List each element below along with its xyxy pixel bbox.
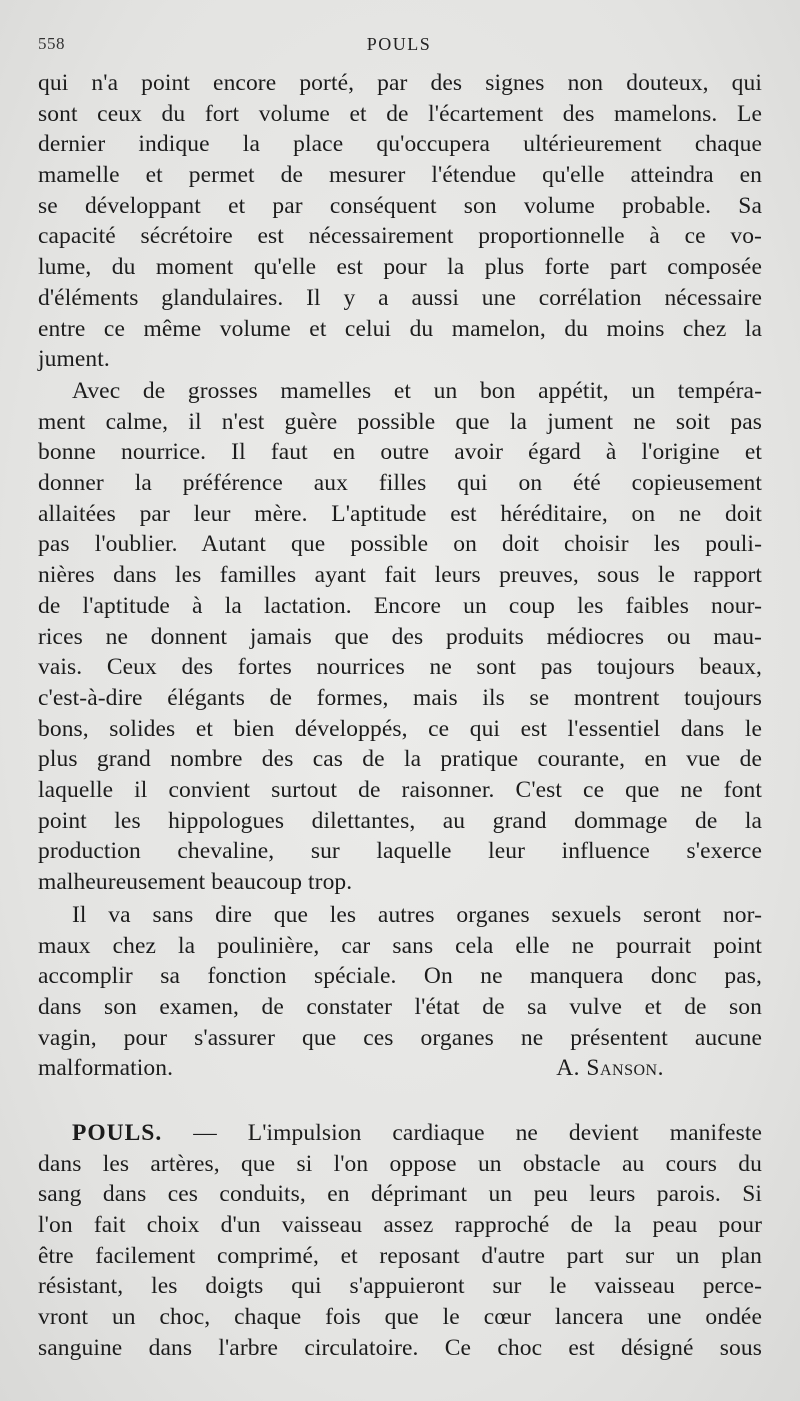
- text-line: Avec de grosses mamelles et un bon appétit, un tempéra-: [72, 378, 762, 404]
- text-line: bonne nourrice. Il faut en outre avoir égard à l'origine et: [38, 439, 762, 466]
- paragraph-nourrice: [38, 376, 762, 898]
- text-line: c'est-à-dire élégants de formes, mais ils se montrent toujours: [38, 684, 762, 711]
- entry-pouls: [38, 1118, 762, 1364]
- signature-line: [38, 1053, 762, 1084]
- text-line: se développant et par conséquent son volume probable. Sa: [38, 192, 762, 219]
- text-line: sanguine dans l'arbre circulatoire. Ce choc est désigné sous: [38, 1334, 762, 1361]
- text-line: malformation.: [38, 1055, 174, 1082]
- text-line: mamelle et permet de mesurer l'étendue qu'elle atteindra en: [38, 162, 762, 189]
- text-line: accomplir sa fonction spéciale. On ne manquera donc pas,: [38, 963, 762, 990]
- text-line: pas l'oublier. Autant que possible on doit choisir les pouli-: [38, 531, 762, 558]
- text-line: bons, solides et bien développés, ce qui est l'essentiel dans le: [38, 715, 762, 742]
- text-line: vagin, pour s'assurer que ces organes ne présentent aucune: [38, 1024, 762, 1051]
- paragraph-organes: [38, 900, 762, 1084]
- text-line: donner la préférence aux filles qui on été copieusement: [38, 470, 762, 497]
- text-line: rices ne donnent jamais que des produits médiocres ou mau-: [38, 623, 762, 650]
- text-line: qui n'a point encore porté, par des signes non douteux, qui: [38, 70, 762, 96]
- entry-headword: POULS.: [72, 1120, 163, 1146]
- text-line: Il va sans dire que les autres organes sexuels seront nor-: [72, 902, 762, 928]
- text-line: jument.: [38, 346, 110, 373]
- text-line: allaitées par leur mère. L'aptitude est héréditaire, on ne doit: [38, 500, 762, 527]
- text-line: résistant, les doigts qui s'appuieront sur le vaisseau perce-: [38, 1273, 762, 1300]
- text-line: vront un choc, chaque fois que le cœur lancera une ondée: [38, 1304, 762, 1331]
- text-line: laquelle il convient surtout de raisonner. C'est ce que ne font: [38, 776, 762, 803]
- text-line: sang dans ces conduits, en déprimant un peu leurs parois. Si: [38, 1181, 762, 1208]
- running-head: [38, 34, 760, 58]
- text-line: point les hippologues dilettantes, au grand dommage de la: [38, 807, 762, 834]
- text-line: malheureusement beaucoup trop.: [38, 869, 353, 895]
- text-line: ment calme, il n'est guère possible que la jument ne soit pas: [38, 408, 762, 435]
- text-line: l'on fait choix d'un vaisseau assez rapproché de la peau pour: [38, 1212, 762, 1239]
- text-line: entre ce même volume et celui du mamelon, du moins chez la: [38, 315, 762, 342]
- text-line: dernier indique la place qu'occupera ultérieurement chaque: [38, 131, 762, 158]
- text-line: dans les artères, que si l'on oppose un obstacle au cours du: [38, 1150, 762, 1177]
- text-line: de l'aptitude à la lactation. Encore un coup les faibles nour-: [38, 592, 762, 619]
- text-line: — L'impulsion cardiaque ne devient manifeste: [162, 1120, 762, 1146]
- text-line: dans son examen, de constater l'état de sa vulve et de son: [38, 994, 762, 1021]
- text-line: vais. Ceux des fortes nourrices ne sont pas toujours beaux,: [38, 654, 762, 681]
- author-signature: A. Sanson.: [556, 1055, 664, 1082]
- page-number: 558: [38, 34, 65, 53]
- text-line: lume, du moment qu'elle est pour la plus forte part composée: [38, 254, 762, 281]
- paragraph-continuation: [38, 68, 762, 375]
- text-line: d'éléments glandulaires. Il y a aussi une corrélation nécessaire: [38, 284, 762, 311]
- entry-first-line: [38, 1118, 762, 1149]
- text-line: production chevaline, sur laquelle leur influence s'exerce: [38, 838, 762, 865]
- text-line: sont ceux du fort volume et de l'écartement des mamelons. Le: [38, 100, 762, 127]
- text-line: nières dans les familles ayant fait leurs preuves, sous le rapport: [38, 562, 762, 589]
- text-line: plus grand nombre des cas de la pratique courante, en vue de: [38, 746, 762, 773]
- text-line: être facilement comprimé, et reposant d'autre part sur un plan: [38, 1242, 762, 1269]
- running-title: POULS: [366, 34, 432, 54]
- text-line: capacité sécrétoire est nécessairement proportionnelle à ce vo-: [38, 223, 762, 250]
- text-line: maux chez la poulinière, car sans cela elle ne pourrait point: [38, 932, 762, 959]
